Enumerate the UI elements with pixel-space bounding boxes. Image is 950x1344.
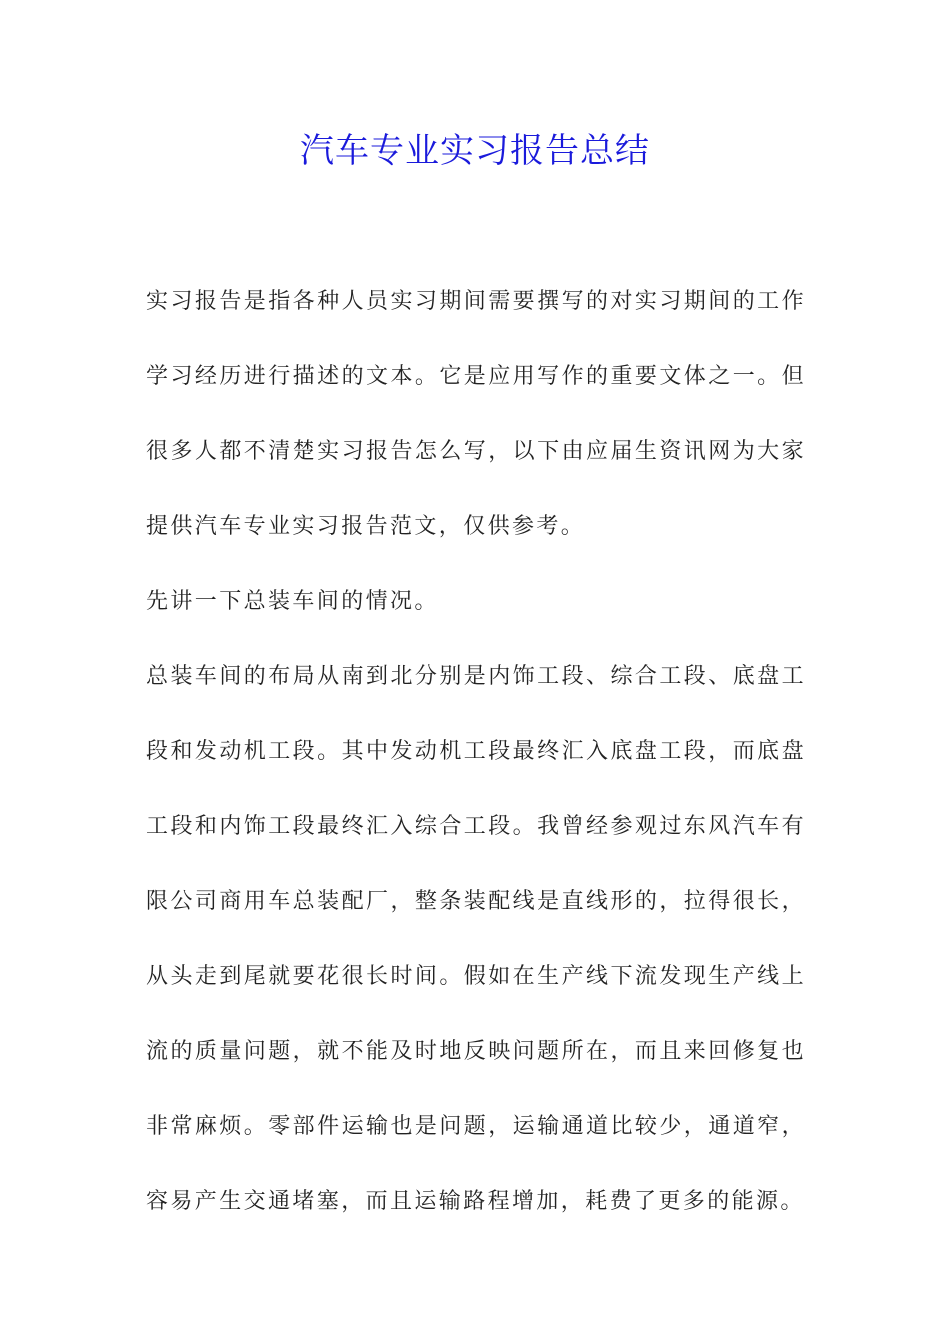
paragraph-intro: 实习报告是指各种人员实习期间需要撰写的对实习期间的工作学习经历进行描述的文本。它是应用写作的重要文体之一。但很多人都不清楚实习报告怎么写，以下由应届生资讯网为大家提供汽车专业实习报告范文，仅供参考。: [146, 289, 806, 539]
paragraph-assembly-layout: 总装车间的布局从南到北分别是内饰工段、综合工段、底盘工段和发动机工段。其中发动机工段最终汇入底盘工段，而底盘工段和内饰工段最终汇入综合工段。我曾经参观过东风汽车有限公司商用车总装配厂，整条装配线是直线形的，拉得很长，从头走到尾就要花很长时间。假如在生产线下流发现生产线上流的质量问题，就不能及时地反映问题所在，而且来回修复也非常麻烦。零部件运输也是问题，运输通道比较少，通道窄，容易产生交通堵塞，而且运输路程增加，耗费了更多的能源。: [146, 664, 806, 1214]
document-body: [146, 264, 806, 1239]
paragraph-section-lead: 先讲一下总装车间的情况。: [146, 589, 439, 614]
document-title: 汽车专业实习报告总结: [300, 131, 650, 171]
